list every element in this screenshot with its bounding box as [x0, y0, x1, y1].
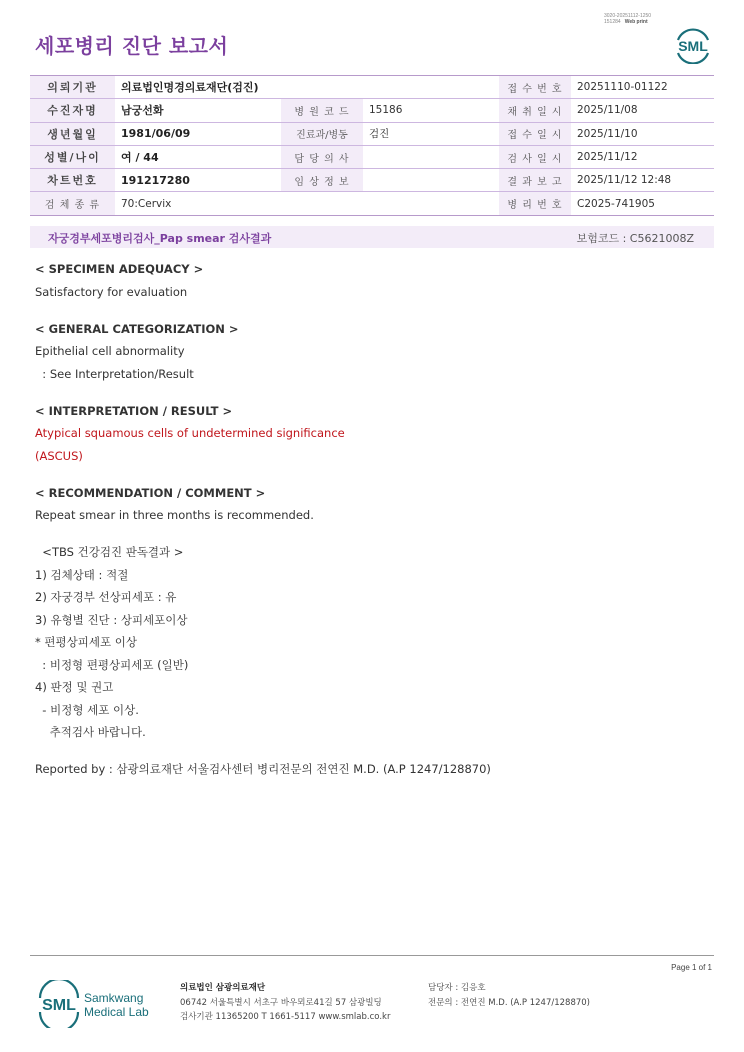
- print-metadata: [604, 13, 651, 25]
- info-row: [30, 122, 714, 145]
- info-value: C2025-741905: [571, 192, 714, 215]
- info-label: 접 수 일 시: [499, 122, 571, 145]
- exam-name: 자궁경부세포병리검사_Pap smear 검사결과: [48, 232, 272, 245]
- general-categorization-text: Epithelial cell abnormality: [35, 344, 185, 358]
- footer-manager: 담당자 : 김응호: [428, 983, 486, 993]
- section-heading-specimen: < SPECIMEN ADEQUACY >: [35, 262, 204, 276]
- info-value: 20251110-01122: [571, 76, 714, 99]
- info-value: 191217280: [115, 169, 281, 192]
- info-label: 검 사 일 시: [499, 145, 571, 168]
- info-label: 임 상 정 보: [281, 169, 363, 192]
- info-value: 여 / 44: [115, 145, 281, 168]
- info-label: 접 수 번 호: [499, 76, 571, 99]
- sml-logo: [672, 26, 714, 64]
- tbs-line: - 비정형 세포 이상.: [35, 702, 139, 717]
- info-label: 병 리 번 호: [499, 192, 571, 215]
- general-categorization-note: : See Interpretation/Result: [35, 366, 194, 381]
- tbs-line: 1) 검체상태 : 적절: [35, 567, 129, 582]
- info-value: 남궁선화: [115, 99, 281, 122]
- info-label: 채 취 일 시: [499, 99, 571, 122]
- info-row: [30, 99, 714, 122]
- tbs-line: 추적검사 바랍니다.: [35, 725, 146, 739]
- interpretation-result: Atypical squamous cells of undetermined significance: [35, 426, 345, 440]
- footer-org-info: [180, 981, 390, 1025]
- footer-specialist: 전문의 : 전연진 M.D. (A.P 1247/128870): [428, 997, 590, 1008]
- section-heading-general: < GENERAL CATEGORIZATION >: [35, 321, 239, 336]
- info-label: 차트번호: [30, 169, 115, 192]
- footer-contact: 검사기관 11365200 T 1661-5117 www.smlab.co.kr: [180, 1012, 391, 1022]
- info-value: 1981/06/09: [115, 122, 281, 145]
- info-label: 검 체 종 류: [30, 192, 115, 215]
- info-label: 수진자명: [30, 99, 115, 122]
- recommendation-text: Repeat smear in three months is recommended.: [35, 508, 314, 522]
- page-number: Page 1 of 1: [671, 963, 712, 972]
- info-value: 의료법인명경의료재단(검진): [115, 76, 499, 99]
- info-value: 2025/11/12 12:48: [571, 169, 714, 192]
- info-value: 2025/11/12: [571, 145, 714, 168]
- info-value: 2025/11/10: [571, 122, 714, 145]
- print-code: 151284: [604, 19, 621, 25]
- tbs-line: * 편평상피세포 이상: [35, 635, 137, 649]
- info-label: 생년월일: [30, 122, 115, 145]
- info-label: 진료과/병동: [281, 122, 363, 145]
- info-row: [30, 169, 714, 192]
- footer-logo-line1: Samkwang: [84, 991, 144, 1005]
- samkwang-logo: [36, 980, 160, 1028]
- tbs-heading: <TBS 건강검진 판독결과 >: [35, 545, 184, 559]
- info-value: 2025/11/08: [571, 99, 714, 122]
- tbs-line: : 비정형 편평상피세포 (일반): [35, 657, 189, 672]
- reported-by: Reported by : 삼광의료재단 서울검사센터 병리전문의 전연진 M.D. (A.P 1247/128870): [35, 762, 491, 776]
- footer-logo-text: SML: [42, 997, 76, 1014]
- info-value: 70:Cervix: [115, 192, 499, 215]
- info-label: 성별/나이: [30, 145, 115, 168]
- info-value: [363, 169, 499, 192]
- tbs-line: 2) 자궁경부 선상피세포 : 유: [35, 590, 177, 604]
- logo-text: SML: [678, 38, 708, 54]
- interpretation-abbreviation: (ASCUS): [35, 448, 83, 463]
- page-title: 세포병리 진단 보고서: [35, 34, 229, 58]
- info-label: 의뢰기관: [30, 76, 115, 99]
- footer-divider: [30, 955, 714, 956]
- info-row: [30, 76, 714, 99]
- info-value: [363, 145, 499, 168]
- info-row: [30, 192, 714, 215]
- web-print-label: Web print: [624, 19, 648, 25]
- print-id: 3020-20251112-1250: [604, 13, 652, 19]
- info-value: 검진: [363, 122, 499, 145]
- patient-info-table: [30, 75, 714, 216]
- section-heading-interpretation: < INTERPRETATION / RESULT >: [35, 403, 233, 418]
- info-label: 담 당 의 사: [281, 145, 363, 168]
- footer-logo-line2: Medical Lab: [84, 1005, 149, 1019]
- report-body: [35, 258, 705, 781]
- info-row: [30, 145, 714, 168]
- section-heading-recommendation: < RECOMMENDATION / COMMENT >: [35, 485, 266, 500]
- specimen-adequacy-text: Satisfactory for evaluation: [35, 284, 188, 299]
- info-label: 결 과 보 고: [499, 169, 571, 192]
- footer-org-name: 의료법인 삼광의료재단: [180, 983, 266, 993]
- insurance-code: 보험코드 : C5621008Z: [576, 232, 694, 245]
- tbs-line: 3) 유형별 진단 : 상피세포이상: [35, 612, 188, 627]
- info-value: 15186: [363, 99, 499, 122]
- tbs-line: 4) 판정 및 권고: [35, 680, 114, 694]
- footer-address: 06742 서울특별시 서초구 바우뫼로41길 57 삼광빌딩: [180, 997, 382, 1008]
- info-label: 병 원 코 드: [281, 99, 363, 122]
- exam-header-bar: [30, 226, 714, 248]
- print-type: [604, 19, 651, 25]
- footer-staff-info: [428, 981, 590, 1010]
